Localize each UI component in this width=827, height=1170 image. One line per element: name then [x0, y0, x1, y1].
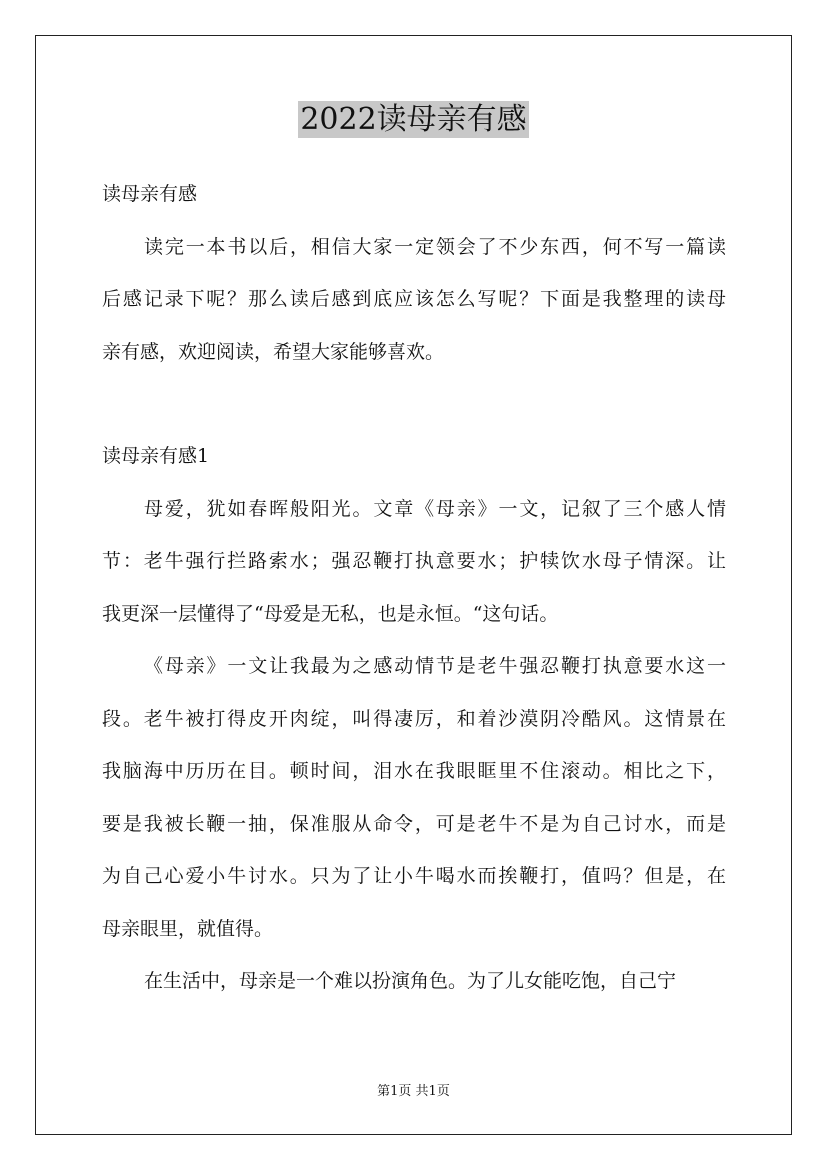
- paragraph-line: 要是我被长鞭一抽，保准服从命令，可是老牛不是为自己讨水，而是: [102, 812, 726, 835]
- intro-heading: 读母亲有感: [102, 183, 198, 205]
- paragraph-line: 段。老牛被打得皮开肉绽，叫得凄厉，和着沙漠阴冷酷风。这情景在: [102, 707, 726, 730]
- paragraph-line: 节：老牛强行拦路索水；强忍鞭打执意要水；护犊饮水母子情深。让: [102, 550, 726, 572]
- paragraph-line: 《母亲》一文让我最为之感动情节是老牛强忍鞭打执意要水这一: [144, 655, 726, 677]
- blank-line: [102, 378, 726, 430]
- paragraph-line: 我更深一层懂得了“母爱是无私，也是永恒。“这句话。: [102, 602, 559, 625]
- document-title-text: 2022读母亲有感: [300, 102, 527, 137]
- paragraph-line: 为自己心爱小牛讨水。只为了让小牛喝水而挨鞭打，值吗？但是，在: [102, 865, 726, 887]
- intro-line: 后感记录下呢？那么读后感到底应该怎么写呢？下面是我整理的读母: [102, 288, 726, 310]
- paragraph-line: 母亲眼里，就值得。: [102, 917, 274, 940]
- page-footer: 第1页 共1页: [377, 1084, 450, 1099]
- intro-line: 亲有感，欢迎阅读，希望大家能够喜欢。: [102, 340, 445, 363]
- intro-line: 读完一本书以后，相信大家一定领会了不少东西，何不写一篇读: [144, 235, 726, 258]
- document-title: [0, 100, 827, 140]
- paragraph-line: 在生活中，母亲是一个难以扮演角色。为了儿女能吃饱，自己宁: [144, 970, 677, 992]
- section-heading: 读母亲有感1: [102, 445, 210, 467]
- paragraph-line: 我脑海中历历在目。顿时间，泪水在我眼眶里不住滚动。相比之下，: [102, 760, 726, 782]
- paragraph-line: 母爱，犹如春晖般阳光。文章《母亲》一文，记叙了三个感人情: [144, 497, 726, 520]
- document-body: [102, 168, 726, 1008]
